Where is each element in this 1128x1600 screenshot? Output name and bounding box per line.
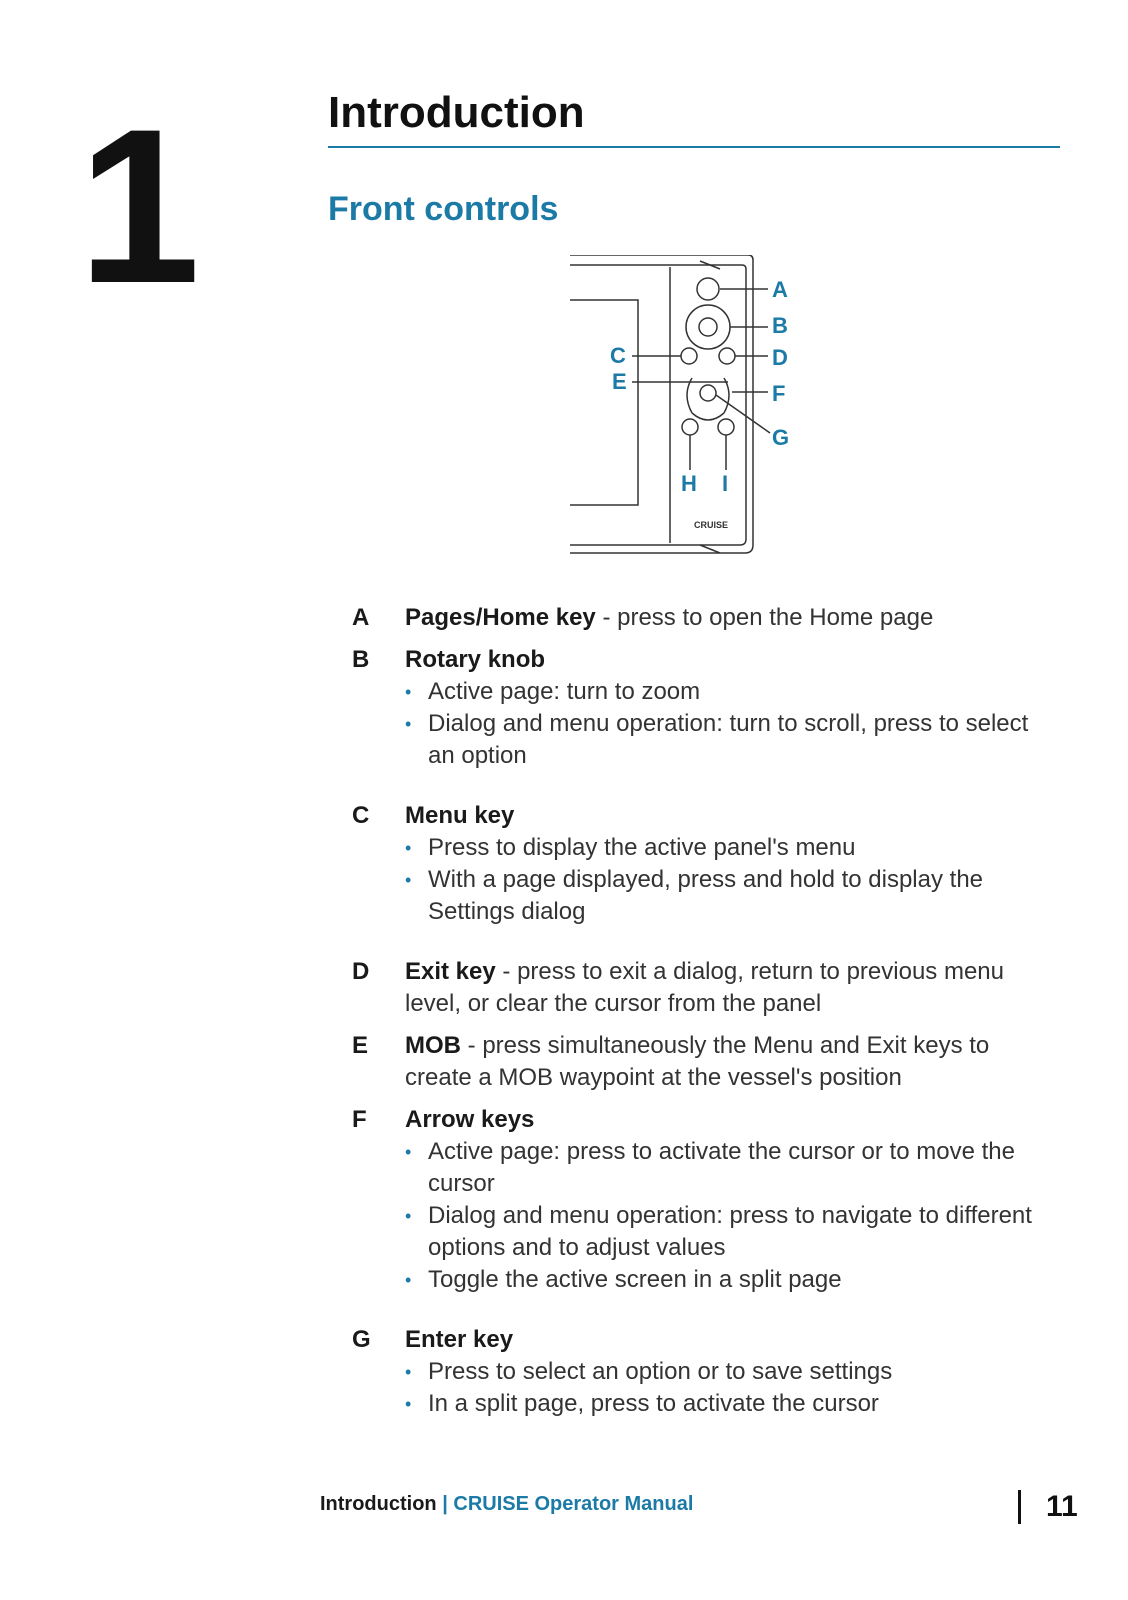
item-desc: - press simultaneously the Menu and Exit keys to create a MOB waypoint at the vessel's position <box>405 1032 990 1091</box>
item-desc: - press to exit a dialog, return to previous menu level, or clear the cursor from the panel <box>405 958 1004 1017</box>
item-name: Menu key <box>405 802 515 829</box>
item-letter: B <box>352 646 370 673</box>
item-letter: A <box>352 604 370 631</box>
callout-c: C <box>610 343 626 368</box>
chapter-number: 1 <box>78 83 193 329</box>
item-letter: E <box>352 1032 369 1059</box>
callout-i: I <box>722 471 729 496</box>
list-item: • Press to select an option or to save settings <box>405 1356 1052 1388</box>
list-item: • Press to display the active panel's menu <box>405 832 1052 864</box>
footer-chapter: Introduction <box>320 1493 437 1515</box>
page-number: 11 <box>1046 1490 1078 1523</box>
pages-home-key-icon <box>697 278 719 300</box>
callout-a: A <box>772 277 788 302</box>
callout-h: H <box>681 471 697 496</box>
item-letter: G <box>352 1326 371 1353</box>
control-item-a <box>352 602 1052 634</box>
exit-key-icon <box>719 348 735 364</box>
footer-separator: | <box>442 1493 448 1515</box>
section-title: Front controls <box>328 190 559 228</box>
callout-d: D <box>772 345 788 370</box>
control-item-f <box>352 1104 1052 1296</box>
item-name: Rotary knob <box>405 646 546 673</box>
footer-manual-title: CRUISE Operator Manual <box>453 1493 694 1515</box>
page-title: Introduction <box>328 88 585 137</box>
control-item-g <box>352 1324 1052 1420</box>
front-controls-figure <box>570 255 830 575</box>
callout-g: G <box>772 425 790 450</box>
brand-label: CRUISE <box>694 520 729 530</box>
enter-key-icon <box>700 385 716 401</box>
control-item-e <box>352 1030 1052 1094</box>
list-item: • Dialog and menu operation: turn to scroll, press to select an option <box>405 708 1052 772</box>
waypoint-key-icon <box>682 419 698 435</box>
controls-list <box>352 602 1052 1420</box>
rotary-knob-icon <box>686 305 730 349</box>
list-item: • Toggle the active screen in a split page <box>405 1264 1052 1296</box>
item-name: Arrow keys <box>405 1106 535 1133</box>
list-item: • Active page: press to activate the cursor or to move the cursor <box>405 1136 1052 1200</box>
page-number-divider <box>1018 1490 1021 1524</box>
callout-e: E <box>612 369 627 394</box>
screen-outline <box>570 300 638 505</box>
footer <box>320 1493 693 1516</box>
list-item: • Dialog and menu operation: press to navigate to different options and to adjust values <box>405 1200 1052 1264</box>
list-item: • Active page: turn to zoom <box>405 676 1052 708</box>
item-name: Enter key <box>405 1326 514 1353</box>
item-letter: C <box>352 802 370 829</box>
callout-f: F <box>772 381 786 406</box>
list-item: • With a page displayed, press and hold to display the Settings dialog <box>405 864 1052 928</box>
item-letter: F <box>352 1106 367 1133</box>
control-item-d <box>352 956 1052 1020</box>
item-desc: - press to open the Home page <box>595 604 934 631</box>
list-item: • In a split page, press to activate the cursor <box>405 1388 1052 1420</box>
item-name: Pages/Home key <box>405 604 596 631</box>
item-letter: D <box>352 958 370 985</box>
power-key-icon <box>718 419 734 435</box>
control-item-c <box>352 800 1052 928</box>
callout-b: B <box>772 313 788 338</box>
control-item-b <box>352 644 1052 772</box>
menu-key-icon <box>681 348 697 364</box>
item-name: MOB <box>405 1032 461 1059</box>
item-name: Exit key <box>405 958 496 985</box>
title-rule <box>328 146 1060 148</box>
